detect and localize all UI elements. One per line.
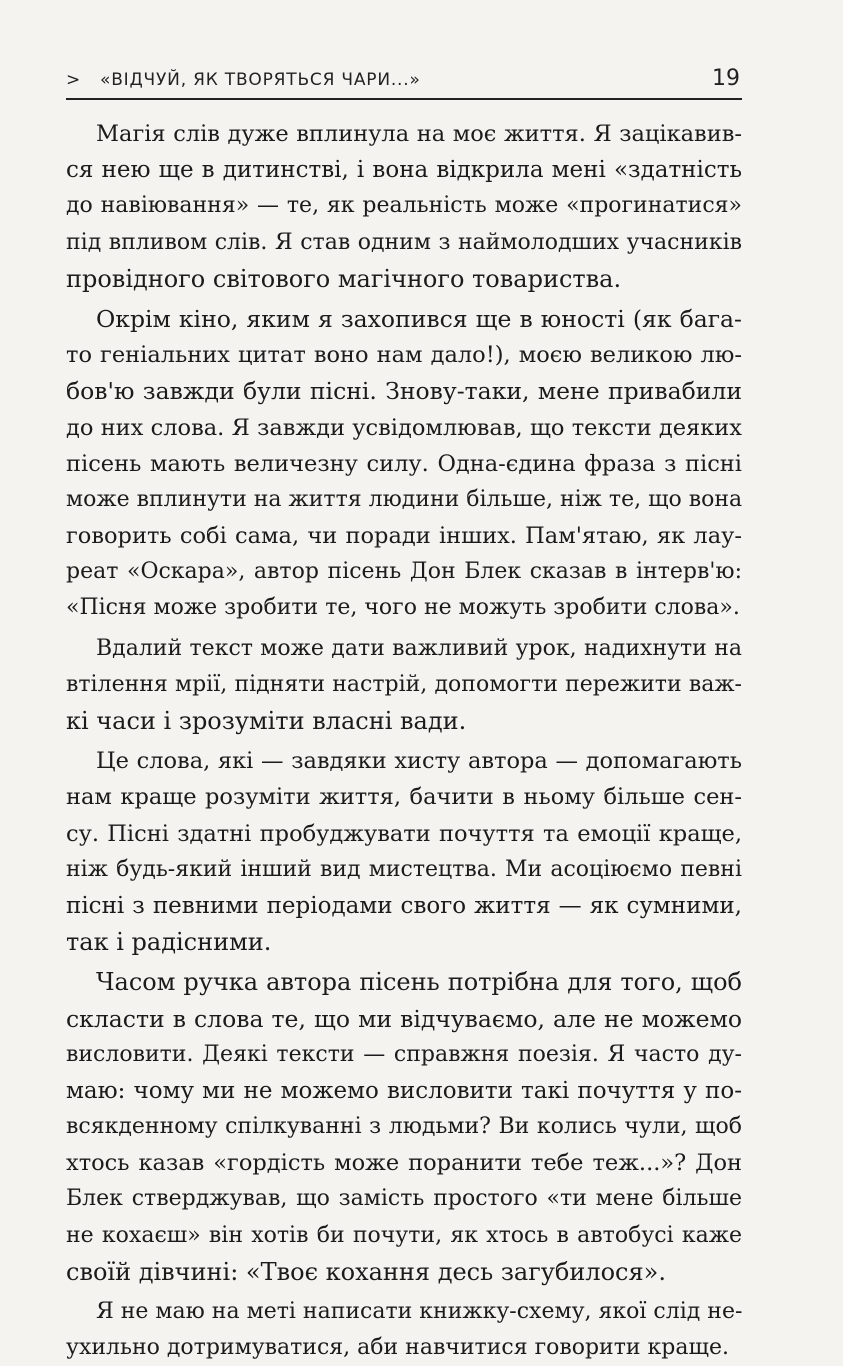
text-line: Окрім кіно, яким я захопився ще в юності (як бага- [96,304,742,333]
text-line: Це слова, які — завдяки хисту автора — допомагають [96,748,742,775]
text-line: ухильно дотримуватися, аби навчитися говорити краще. [66,1335,729,1361]
text-line: Блек стверджував, що замість простого «ти мене більше [66,1186,742,1212]
paragraph-5 [66,964,742,1290]
text-line: пісні з певними періодами свого життя — як сумними, [66,892,742,919]
text-line: «Пісня може зробити те, чого не можуть зробити слова». [66,595,740,621]
text-line: су. Пісні здатні пробуджувати почуття та емоції краще, [66,820,742,847]
paragraph-2 [66,301,742,627]
text-line: Магія слів дуже вплинула на моє життя. Я зацікавив- [96,121,742,147]
text-line: висловити. Деякі тексти — справжня поезія. Я часто ду- [66,1041,742,1067]
text-line: говорить собі сама, чи поради інших. Пам'ятаю, як лау- [66,523,742,550]
text-line: реат «Оскара», автор пісень Дон Блек сказав в інтерв'ю: [66,559,742,585]
text-line: кі часи і зрозуміти власні вади. [66,707,467,735]
text-line: ніж будь-який інший вид мистецтва. Ми асоціюємо певні [66,856,742,882]
paragraph-6 [66,1294,742,1366]
text-line: під впливом слів. Я став одним з наймолодших учасників [66,229,742,255]
page-number: 19 [712,66,740,91]
paragraph-3 [66,631,742,740]
text-line: всякденному спілкуванні з людьми? Ви колись чули, щоб [66,1114,742,1140]
chapter-marker-icon: > [66,70,81,90]
paragraph-1 [66,116,742,297]
text-line: пісень мають величезну силу. Одна-єдина фраза з пісні [66,450,742,477]
text-line: до них слова. Я завжди усвідомлював, що тексти деяких [66,414,742,441]
text-line: так і радісними. [66,928,272,957]
text-line: нам краще розуміти життя, бачити в ньому більше сен- [66,784,742,811]
running-header [66,66,742,100]
text-line: хтось казав «гордість може поранити тебе теж...»? Дон [66,1150,742,1177]
text-line: Часом ручка автора пісень потрібна для того, щоб [96,968,742,997]
text-line: своїй дівчині: «Твоє кохання десь загубилося». [66,1257,666,1286]
text-line: бов'ю завжди були пісні. Знову-таки, мене привабили [66,377,742,406]
text-line: не кохаєш» він хотів би почути, як хтось в автобусі каже [66,1222,742,1248]
text-line: Вдалий текст може дати важливий урок, надихнути на [96,635,742,661]
body-text [66,116,742,1366]
text-line: може вплинути на життя людини більше, ніж те, що вона [66,486,743,512]
text-line: до навіювання» — те, як реальність може «прогинатися» [66,193,742,219]
text-line: провідного світового магічного товариства. [66,264,622,293]
text-line: втілення мрії, підняти настрій, допомогти пережити важ- [66,671,742,697]
text-line: маю: чому ми не можемо висловити такі почуття у по- [66,1077,742,1104]
text-line: то геніальних цитат воно нам дало!), моєю великою лю- [66,342,742,369]
chapter-title: «ВІДЧУЙ, ЯК ТВОРЯТЬСЯ ЧАРИ...» [100,70,421,90]
text-line: Я не маю на меті написати книжку-схему, якої слід не- [96,1299,743,1324]
text-line: ся нею ще в дитинстві, і вона відкрила мені «здатність [66,157,742,184]
text-line: скласти в слова те, що ми відчуваємо, але не можемо [66,1004,742,1033]
paragraph-4 [66,743,742,960]
